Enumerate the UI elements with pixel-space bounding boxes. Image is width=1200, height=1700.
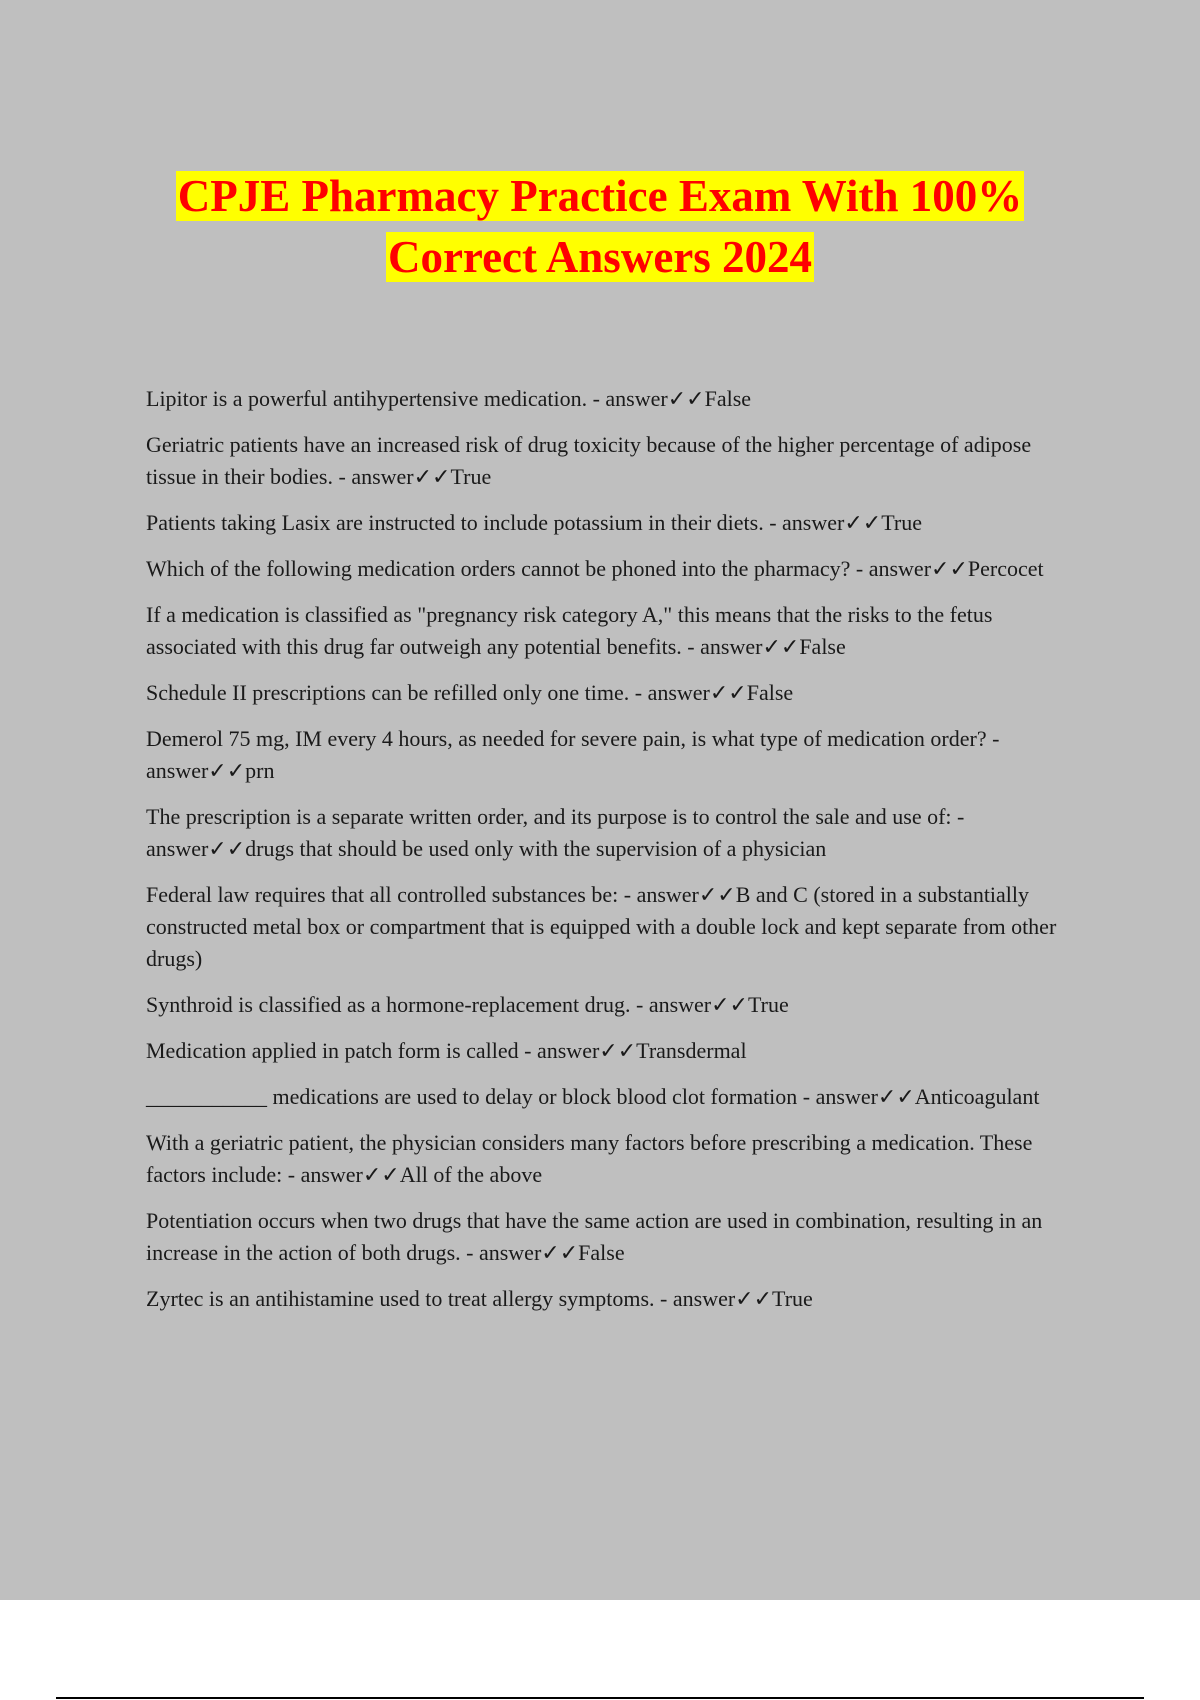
answer-text: answer✓✓False bbox=[605, 386, 752, 411]
question-text: With a geriatric patient, the physician considers many factors before prescribing a medication. These factors include: - bbox=[146, 1130, 1033, 1187]
question-text: Patients taking Lasix are instructed to include potassium in their diets. - bbox=[146, 510, 783, 535]
answer-text: answer✓✓True bbox=[672, 1286, 813, 1311]
qa-item bbox=[146, 723, 1086, 787]
question-text: If a medication is classified as "pregnancy risk category A," this means that the risks to the fetus associated with this drug far outweigh any potential benefits. - bbox=[146, 602, 993, 659]
question-text: ___________ medications are used to delay or block blood clot formation - bbox=[146, 1084, 816, 1109]
answer-text: answer✓✓B and C (stored in a substantially constructed metal box or compartment that is equipped with a double lock and kept separate from other drugs) bbox=[146, 882, 1057, 971]
answer-text: answer✓✓False bbox=[478, 1240, 625, 1265]
qa-item bbox=[146, 599, 1086, 663]
question-text: Federal law requires that all controlled substances be: - bbox=[146, 882, 637, 907]
question-text: Which of the following medication orders cannot be phoned into the pharmacy? - bbox=[146, 556, 869, 581]
answer-text: answer✓✓drugs that should be used only with the supervision of a physician bbox=[146, 836, 827, 861]
question-text: Lipitor is a powerful antihypertensive medication. - bbox=[146, 386, 606, 411]
answer-text: answer✓✓Anticoagulant bbox=[815, 1084, 1040, 1109]
document-title bbox=[0, 166, 1200, 288]
qa-item bbox=[146, 1283, 1086, 1315]
answer-text: answer✓✓True bbox=[648, 992, 789, 1017]
qa-item bbox=[146, 989, 1086, 1021]
qa-item bbox=[146, 553, 1086, 585]
question-text: Demerol 75 mg, IM every 4 hours, as needed for severe pain, is what type of medication order? - bbox=[146, 726, 1000, 751]
footer-divider bbox=[56, 1697, 1144, 1699]
qa-item bbox=[146, 1127, 1086, 1191]
question-text: Zyrtec is an antihistamine used to treat allergy symptoms. - bbox=[146, 1286, 673, 1311]
question-text: Geriatric patients have an increased risk of drug toxicity because of the higher percentage of adipose tissue in their bodies. - bbox=[146, 432, 1032, 489]
question-text: Synthroid is classified as a hormone-replacement drug. - bbox=[146, 992, 649, 1017]
answer-text: answer✓✓True bbox=[782, 510, 922, 535]
title-line-1: CPJE Pharmacy Practice Exam With 100% bbox=[177, 171, 1023, 221]
question-text: Medication applied in patch form is called - bbox=[146, 1038, 537, 1063]
qa-item bbox=[146, 1081, 1086, 1113]
qa-item bbox=[146, 677, 1086, 709]
qa-item bbox=[146, 1035, 1086, 1067]
answer-text: answer✓✓Transdermal bbox=[536, 1038, 747, 1063]
qa-item bbox=[146, 507, 1086, 539]
title-line-2: Correct Answers 2024 bbox=[387, 232, 813, 282]
qa-item bbox=[146, 383, 1086, 415]
qa-item bbox=[146, 879, 1086, 975]
question-text: The prescription is a separate written order, and its purpose is to control the sale and use of: - bbox=[146, 804, 965, 829]
qa-list bbox=[146, 383, 1086, 1329]
answer-text: answer✓✓False bbox=[700, 634, 846, 659]
answer-text: answer✓✓prn bbox=[146, 758, 275, 783]
question-text: Potentiation occurs when two drugs that have the same action are used in combination, resulting in an increase in the action of both drugs. - bbox=[146, 1208, 1043, 1265]
qa-item bbox=[146, 1205, 1086, 1269]
qa-item bbox=[146, 429, 1086, 493]
answer-text: answer✓✓False bbox=[647, 680, 794, 705]
answer-text: answer✓✓Percocet bbox=[868, 556, 1044, 581]
qa-item bbox=[146, 801, 1086, 865]
question-text: Schedule II prescriptions can be refilled only one time. - bbox=[146, 680, 648, 705]
answer-text: answer✓✓All of the above bbox=[300, 1162, 543, 1187]
answer-text: answer✓✓True bbox=[351, 464, 492, 489]
